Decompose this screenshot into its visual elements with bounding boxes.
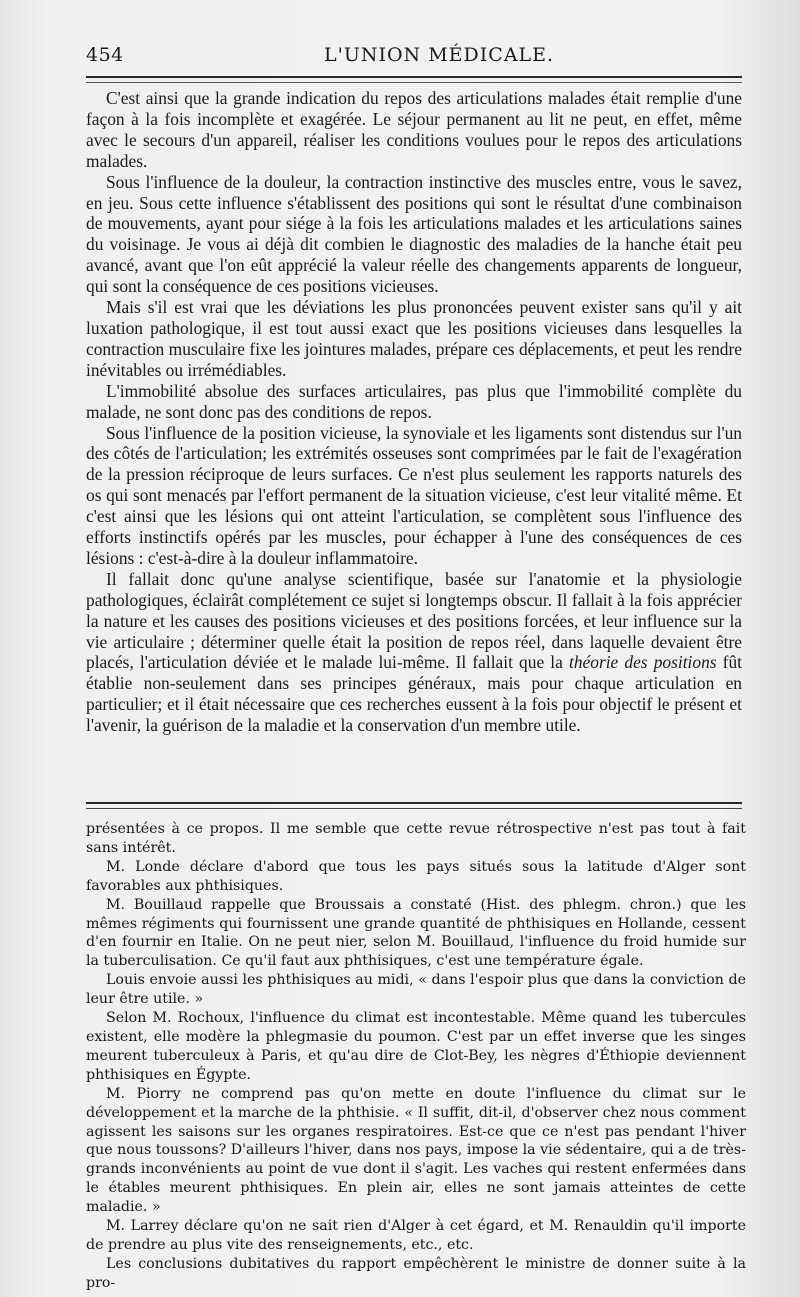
italic-term: théorie des positions — [569, 652, 717, 673]
header-rule — [86, 76, 742, 78]
page-number: 454 — [86, 44, 124, 66]
header-rule-thin — [86, 82, 742, 83]
section-divider-thin — [86, 808, 742, 809]
section-divider — [86, 802, 742, 804]
paragraph: Louis envoie aussi les phthisiques au midi, « dans l'espoir plus que dans la conviction de leur être utile. » — [86, 972, 746, 1008]
paragraph: Sous l'influence de la douleur, la contraction instinctive des muscles entre, vous le savez, en jeu. Sous cette influence s'établissent des positions qui sont le résultat d'une combinaison de mouvements, ayant pour siége à la fois les articulations malades et les articulations saines du voisinage. Je vous ai déjà dit combien le diagnostic des maladies de la hanche était peu avancé, avant que l'on eût apprécié la valeur réelle des changements apparents de longueur, qui sont la conséquence de ces positions vicieuses. — [86, 171, 742, 297]
paragraph: Mais s'il est vrai que les déviations les plus prononcées peuvent exister sans qu'il y ait luxation pathologique, il est tout aussi exact que les positions vicieuses dans lesquelles la contraction musculaire fixe les jointures malades, prépare ces déplacements, et peut les rendre inévitables ou irrémédiables. — [86, 297, 742, 380]
paragraph: M. Larrey déclare qu'on ne sait rien d'Alger à cet égard, et M. Renauldin qu'il importe de prendre au plus vite des renseignements, etc., etc. — [86, 1218, 746, 1253]
feuilleton-section — [86, 820, 746, 1293]
paragraph: M. Bouillaud rappelle que Broussais a constaté (Hist. des phlegm. chron.) que les mêmes régiments qui fournissent une grande quantité de phthisiques en Hollande, cessent d'en fournir en Italie. On ne peut nier, selon M. Bouillaud, l'influence du froid humide sur la tuberculisation. Ce qu'il faut aux phthisiques, c'est une température égale. — [86, 896, 746, 970]
page-header — [86, 44, 726, 74]
paragraph — [86, 569, 742, 736]
main-article — [86, 88, 742, 736]
paragraph-text: fût établie non-seulement dans ses principes généraux, mais pour chaque articulation en particulier; et il était nécessaire que ces recherches eussent à la fois pour objectif le présent et l'avenir, la guérison de la maladie et la conservation d'un membre utile. — [86, 652, 742, 736]
paragraph: M. Piorry ne comprend pas qu'on mette en doute l'influence du climat sur le développement et la marche de la phthisie. « Il suffit, dit-il, d'observer chez nous comment agissent les saisons sur les organes respiratoires. Est-ce que ce n'est pas pendant l'hiver que nous toussons? D'ailleurs l'hiver, dans nos pays, impose la vie sédentaire, qui a de très-grands inconvénients au point de vue dont il s'agit. Les vaches qui restent enfermées dans le étables meurent phthisiques. En plein air, elles ne sont jamais atteintes de cette maladie. » — [86, 1085, 746, 1216]
paragraph: M. Londe déclare d'abord que tous les pays situés sous la latitude d'Alger sont favorables aux phthisiques. — [86, 858, 746, 894]
paragraph: L'immobilité absolue des surfaces articulaires, pas plus que l'immobilité complète du malade, ne sont donc pas des conditions de repos. — [86, 380, 742, 422]
paragraph: Les conclusions dubitatives du rapport empêchèrent le ministre de donner suite à la pro- — [86, 1255, 746, 1291]
journal-title: L'UNION MÉDICALE. — [324, 44, 555, 66]
paragraph: C'est ainsi que la grande indication du repos des articulations malades était remplie d'une façon à la fois incomplète et exagérée. Le séjour permanent au lit ne peut, en effet, même avec le secours d'un appareil, réaliser les conditions voulues pour le repos des articulations malades. — [86, 88, 742, 171]
paragraph: présentées à ce propos. Il me semble que cette revue rétrospective n'est pas tout à fait sans intérêt. — [86, 821, 746, 856]
paragraph: Selon M. Rochoux, l'influence du climat est incontestable. Même quand les tubercules existent, elle modère la phlegmasie du poumon. C'est par un effet inverse que les singes meurent tuberculeux à Paris, et qu'au dire de Clot-Bey, les nègres d'Éthiopie deviennent phthisiques en Égypte. — [86, 1010, 746, 1083]
paragraph: Sous l'influence de la position vicieuse, la synoviale et les ligaments sont distendus sur l'un des côtés de l'articulation; les extrémités osseuses sont comprimées par le fait de l'exagération de la pression réciproque de leurs surfaces. Ce n'est plus seulement les rapports naturels des os qui sont menacés par l'effort permanent de la situation vicieuse, c'est leur vitalité même. Et c'est ainsi que les lésions qui ont atteint l'articulation, se complètent sous l'influence des efforts instinctifs opérés par les muscles, pour échapper à l'une des conséquences de ces lésions : c'est-à-dire à la douleur inflammatoire. — [86, 422, 742, 568]
paragraph-text: Il fallait donc qu'une analyse scientifique, basée sur l'anatomie et la physiologie pathologiques, éclairât complétement ce sujet si longtemps obscur. Il fallait à la fois apprécier la nature et les causes des positions vicieuses et des positions forcées, et leur influence sur la vie articulaire ; déterminer quelle était la position de repos réel, dans laquelle devaient être placés, l'articulation déviée et le malade lui-même. Il fallait que la — [86, 568, 742, 673]
